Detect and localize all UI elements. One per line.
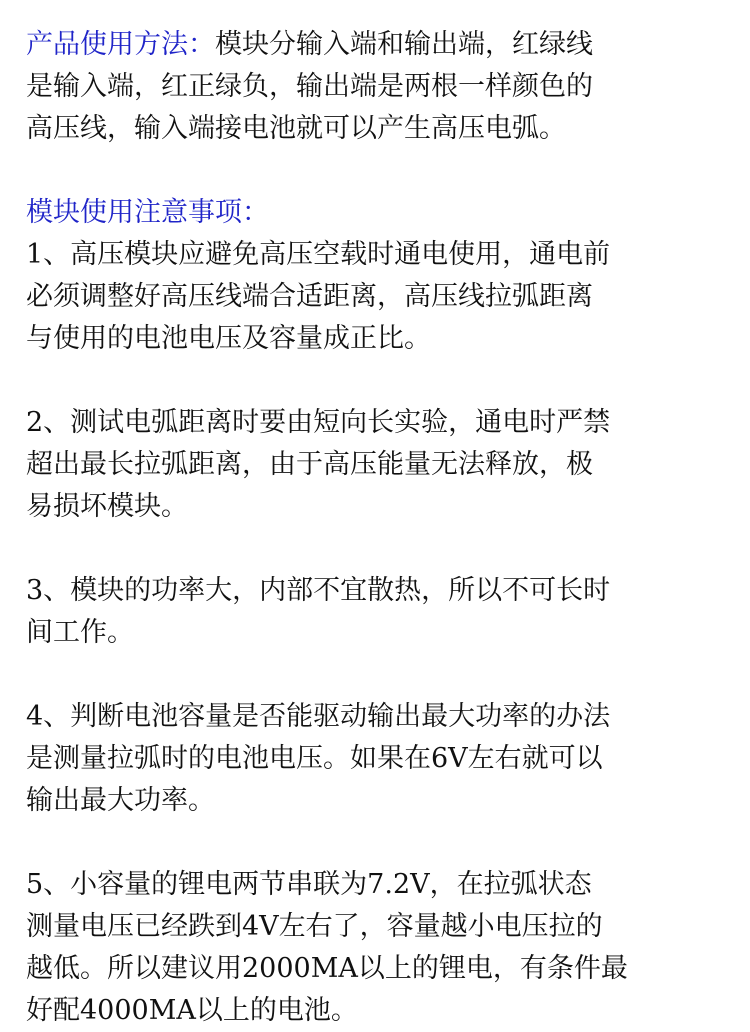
note-line: 2、测试电弧距离时要由短向长实验，通电时严禁 — [26, 407, 611, 438]
note-line: 好配4000MA以上的电池。 — [26, 995, 358, 1026]
usage-line-1 — [26, 24, 730, 66]
usage-line-2: 是输入端，红正绿负，输出端是两根一样颜色的 — [26, 71, 593, 102]
note-line: 超出最长拉弧距离，由于高压能量无法释放，极 — [26, 449, 593, 480]
note-line: 与使用的电池电压及容量成正比。 — [26, 323, 431, 354]
notes-heading: 模块使用注意事项： — [26, 197, 269, 228]
note-item-1 — [26, 234, 730, 360]
notes-heading-block — [26, 192, 730, 234]
usage-line-3: 高压线，输入端接电池就可以产生高压电弧。 — [26, 113, 566, 144]
note-line: 越低。所以建议用2000MA以上的锂电，有条件最 — [26, 953, 628, 984]
usage-section — [26, 24, 730, 150]
note-item-2 — [26, 402, 730, 528]
note-line: 测量电压已经跌到4V左右了，容量越小电压拉的 — [26, 911, 603, 942]
note-item-3 — [26, 570, 730, 654]
note-line: 4、判断电池容量是否能驱动输出最大功率的办法 — [26, 701, 611, 732]
note-item-4 — [26, 696, 730, 822]
note-line: 5、小容量的锂电两节串联为7.2V，在拉弧状态 — [26, 869, 592, 900]
document — [26, 24, 730, 1032]
usage-text: 模块分输入端和输出端，红绿线 — [215, 29, 593, 60]
note-line: 1、高压模块应避免高压空载时通电使用，通电前 — [26, 239, 611, 270]
note-line: 间工作。 — [26, 617, 134, 648]
usage-heading: 产品使用方法： — [26, 29, 215, 60]
note-line: 必须调整好高压线端合适距离，高压线拉弧距离 — [26, 281, 593, 312]
note-item-5 — [26, 864, 730, 1032]
note-line: 输出最大功率。 — [26, 785, 215, 816]
note-line: 易损坏模块。 — [26, 491, 188, 522]
note-line: 是测量拉弧时的电池电压。如果在6V左右就可以 — [26, 743, 603, 774]
note-line: 3、模块的功率大，内部不宜散热，所以不可长时 — [26, 575, 611, 606]
